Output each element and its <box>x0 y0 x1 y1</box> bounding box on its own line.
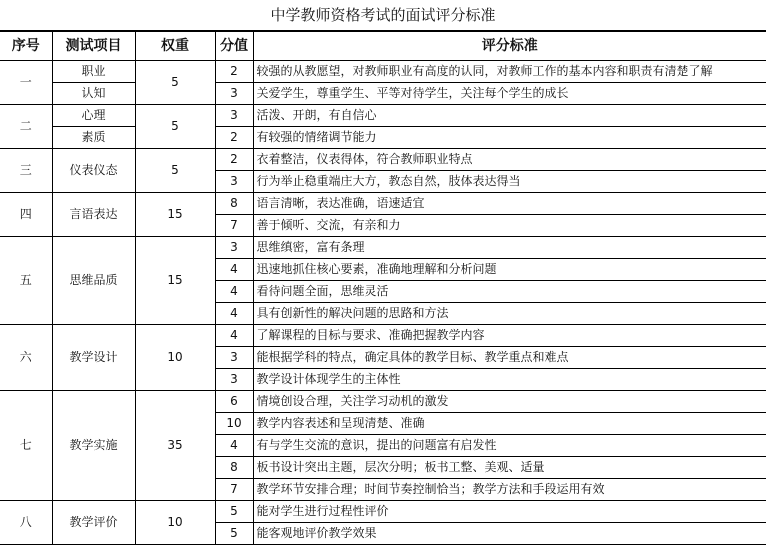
seq-cell[interactable]: 二 <box>0 105 52 149</box>
table-row <box>0 237 766 259</box>
criterion-cell[interactable]: 教学设计体现学生的主体性 <box>253 369 766 391</box>
table-row <box>0 83 766 105</box>
criterion-cell[interactable]: 情境创设合理，关注学习动机的激发 <box>253 391 766 413</box>
header-row <box>0 32 766 61</box>
header-seq[interactable]: 序号 <box>0 32 52 61</box>
criterion-cell[interactable]: 了解课程的目标与要求、准确把握教学内容 <box>253 325 766 347</box>
table-row <box>0 391 766 413</box>
score-cell[interactable]: 4 <box>215 281 253 303</box>
score-cell[interactable]: 3 <box>215 369 253 391</box>
item-cell[interactable]: 教学设计 <box>52 325 135 391</box>
table-row <box>0 149 766 171</box>
score-cell[interactable]: 3 <box>215 237 253 259</box>
score-cell[interactable]: 3 <box>215 105 253 127</box>
scoring-table <box>0 31 766 545</box>
criterion-cell[interactable]: 看待问题全面，思维灵活 <box>253 281 766 303</box>
score-cell[interactable]: 3 <box>215 347 253 369</box>
item-cell[interactable]: 认知 <box>52 83 135 105</box>
table-row <box>0 127 766 149</box>
score-cell[interactable]: 7 <box>215 215 253 237</box>
table-row <box>0 325 766 347</box>
criterion-cell[interactable]: 教学环节安排合理；时间节奏控制恰当；教学方法和手段运用有效 <box>253 479 766 501</box>
table-row <box>0 501 766 523</box>
weight-cell[interactable]: 5 <box>135 105 215 149</box>
criterion-cell[interactable]: 能根据学科的特点，确定具体的教学目标、教学重点和难点 <box>253 347 766 369</box>
sheet-title: 中学教师资格考试的面试评分标准 <box>0 0 766 31</box>
score-cell[interactable]: 2 <box>215 149 253 171</box>
criterion-cell[interactable]: 活泼、开朗，有自信心 <box>253 105 766 127</box>
item-cell[interactable]: 思维品质 <box>52 237 135 325</box>
weight-cell[interactable]: 5 <box>135 149 215 193</box>
header-criterion[interactable]: 评分标准 <box>253 32 766 61</box>
criterion-cell[interactable]: 板书设计突出主题，层次分明；板书工整、美观、适量 <box>253 457 766 479</box>
weight-cell[interactable]: 15 <box>135 237 215 325</box>
criterion-cell[interactable]: 关爱学生，尊重学生、平等对待学生，关注每个学生的成长 <box>253 83 766 105</box>
weight-cell[interactable]: 10 <box>135 501 215 545</box>
weight-cell[interactable]: 10 <box>135 325 215 391</box>
header-item[interactable]: 测试项目 <box>52 32 135 61</box>
header-score[interactable]: 分值 <box>215 32 253 61</box>
score-cell[interactable]: 2 <box>215 127 253 149</box>
item-cell[interactable]: 仪表仪态 <box>52 149 135 193</box>
item-cell[interactable]: 教学实施 <box>52 391 135 501</box>
seq-cell[interactable]: 三 <box>0 149 52 193</box>
score-cell[interactable]: 3 <box>215 83 253 105</box>
item-cell[interactable]: 职业 <box>52 61 135 83</box>
score-cell[interactable]: 3 <box>215 171 253 193</box>
criterion-cell[interactable]: 较强的从教愿望，对教师职业有高度的认同，对教师工作的基本内容和职责有清楚了解 <box>253 61 766 83</box>
score-cell[interactable]: 4 <box>215 303 253 325</box>
criterion-cell[interactable]: 迅速地抓住核心要素，准确地理解和分析问题 <box>253 259 766 281</box>
criterion-cell[interactable]: 有与学生交流的意识，提出的问题富有启发性 <box>253 435 766 457</box>
weight-cell[interactable]: 35 <box>135 391 215 501</box>
item-cell[interactable]: 言语表达 <box>52 193 135 237</box>
seq-cell[interactable]: 一 <box>0 61 52 105</box>
weight-cell[interactable]: 15 <box>135 193 215 237</box>
header-weight[interactable]: 权重 <box>135 32 215 61</box>
criterion-cell[interactable]: 能客观地评价教学效果 <box>253 523 766 545</box>
table-row <box>0 193 766 215</box>
criterion-cell[interactable]: 善于倾听、交流，有亲和力 <box>253 215 766 237</box>
score-cell[interactable]: 7 <box>215 479 253 501</box>
seq-cell[interactable]: 四 <box>0 193 52 237</box>
score-cell[interactable]: 2 <box>215 61 253 83</box>
criterion-cell[interactable]: 教学内容表述和呈现清楚、准确 <box>253 413 766 435</box>
score-cell[interactable]: 4 <box>215 435 253 457</box>
score-cell[interactable]: 8 <box>215 193 253 215</box>
seq-cell[interactable]: 七 <box>0 391 52 501</box>
table-body <box>0 61 766 545</box>
item-cell[interactable]: 素质 <box>52 127 135 149</box>
score-cell[interactable]: 5 <box>215 501 253 523</box>
table-row <box>0 105 766 127</box>
score-cell[interactable]: 4 <box>215 325 253 347</box>
criterion-cell[interactable]: 衣着整洁，仪表得体，符合教师职业特点 <box>253 149 766 171</box>
criterion-cell[interactable]: 思维缜密，富有条理 <box>253 237 766 259</box>
item-cell[interactable]: 教学评价 <box>52 501 135 545</box>
table-row <box>0 61 766 83</box>
score-cell[interactable]: 8 <box>215 457 253 479</box>
score-cell[interactable]: 5 <box>215 523 253 545</box>
score-cell[interactable]: 6 <box>215 391 253 413</box>
criterion-cell[interactable]: 有较强的情绪调节能力 <box>253 127 766 149</box>
item-cell[interactable]: 心理 <box>52 105 135 127</box>
criterion-cell[interactable]: 具有创新性的解决问题的思路和方法 <box>253 303 766 325</box>
score-cell[interactable]: 4 <box>215 259 253 281</box>
seq-cell[interactable]: 六 <box>0 325 52 391</box>
criterion-cell[interactable]: 语言清晰，表达准确，语速适宜 <box>253 193 766 215</box>
criterion-cell[interactable]: 行为举止稳重端庄大方，教态自然，肢体表达得当 <box>253 171 766 193</box>
criterion-cell[interactable]: 能对学生进行过程性评价 <box>253 501 766 523</box>
weight-cell[interactable]: 5 <box>135 61 215 105</box>
score-cell[interactable]: 10 <box>215 413 253 435</box>
seq-cell[interactable]: 五 <box>0 237 52 325</box>
seq-cell[interactable]: 八 <box>0 501 52 545</box>
